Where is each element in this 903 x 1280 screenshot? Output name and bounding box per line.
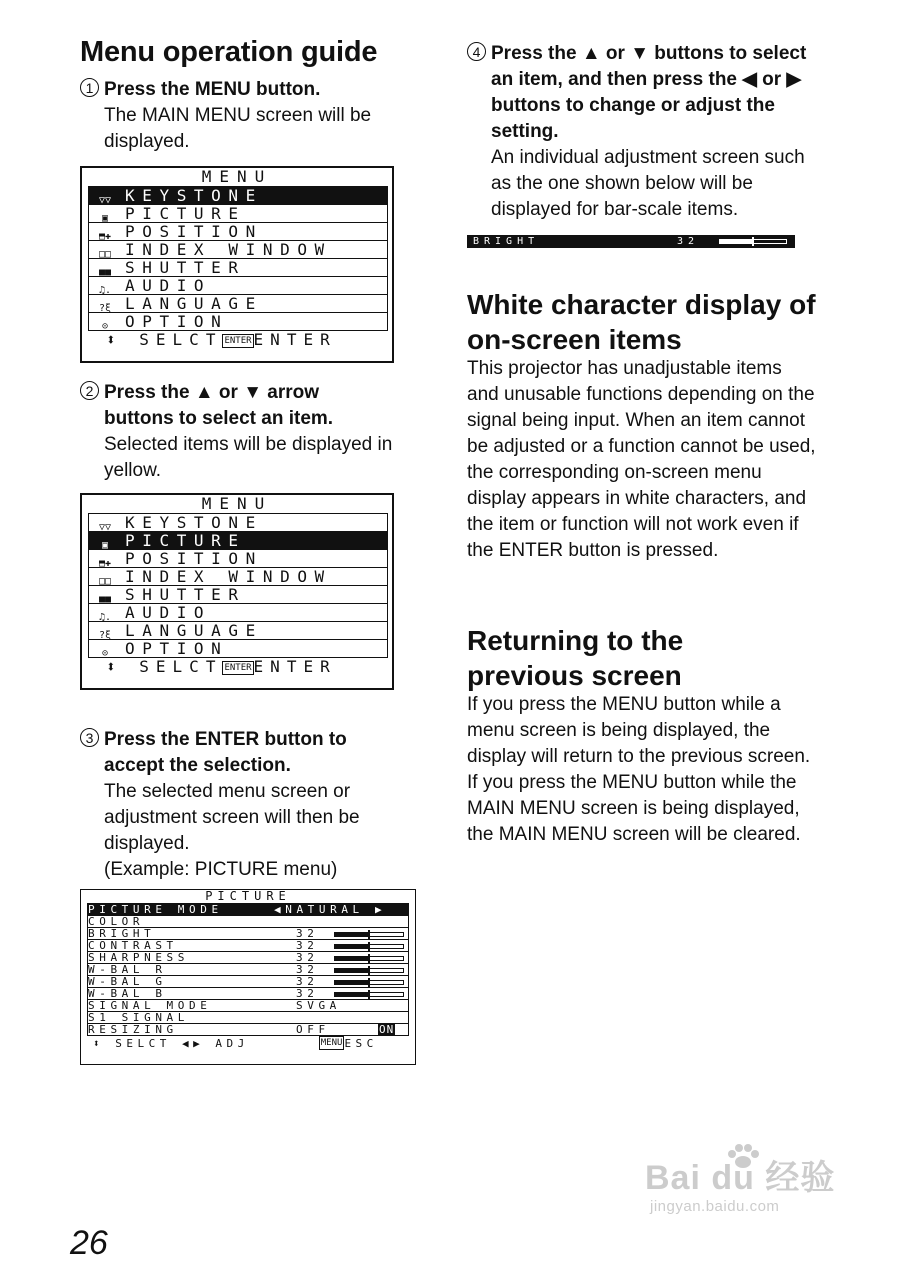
picture-row-value: 32 [296,939,319,952]
option-icon: ⊝ [101,321,109,331]
footer-enter-label: ENTER [253,657,337,676]
menu-title: MENU [201,494,273,513]
step-heading: Press the ENTER button to accept the selection. [104,729,347,776]
resizing-on[interactable]: ON [379,1023,395,1036]
menu-item-label: LANGUAGE [125,294,263,312]
menu-item-position[interactable] [88,222,388,240]
menu-item-keystone[interactable] [88,513,388,531]
menu-item-position[interactable] [88,549,388,567]
language-icon: ?ξ [98,303,112,312]
picture-row-w-bal-r[interactable] [87,963,409,975]
picture-mode-value: ◀NATURAL ▶ [274,903,387,916]
picture-row-level-bar [334,992,404,997]
picture-row-label: BRIGHT [88,927,156,940]
menu-item-label: OPTION [125,312,229,331]
picture-row-value: 32 [296,987,319,1000]
menu-item-label: KEYSTONE [125,513,263,531]
picture-icon: ▣ [101,213,109,222]
menu-item-shutter[interactable] [88,258,388,276]
select-arrows-icon: ⬍ [93,1037,105,1050]
step-heading: Press the ▲ or ▼ buttons to select an item, and then press the ◀ or ▶ buttons to change or adjust the setting. [491,43,807,142]
step-number: 1 [80,78,99,97]
resizing-off[interactable]: OFF [296,1023,330,1036]
picture-row-value: 32 [296,951,319,964]
footer-enter-label: ENTER [253,330,337,349]
picture-row-w-bal-b[interactable] [87,987,409,999]
picture-icon: ▣ [101,540,109,549]
step-heading: Press the ▲ or ▼ arrow buttons to select an item. [104,382,334,429]
watermark-brand: Bai du 经验 [645,1159,836,1197]
bright-label: BRIGHT [473,236,540,247]
menu-item-label: POSITION [125,549,263,567]
menu-item-label: PICTURE [125,531,246,549]
picture-row-contrast[interactable] [87,939,409,951]
menu-item-label: INDEX WINDOW [125,240,332,258]
picture-row-level-bar [334,968,404,973]
page-number: 26 [70,1224,108,1262]
page-title: Menu operation guide [80,36,378,68]
step-body: Selected items will be displayed in yellow. [104,434,393,481]
picture-row-level-bar [334,980,404,985]
main-menu-screen [80,166,394,363]
picture-row-label: W-BAL G [88,975,167,988]
menu-item-index-window[interactable] [88,240,388,258]
picture-row-w-bal-g[interactable] [87,975,409,987]
keystone-icon: ▽▽ [98,522,112,531]
language-icon: ?ξ [98,630,112,639]
menu-item-shutter[interactable] [88,585,388,603]
picture-row-label: SIGNAL MODE [88,999,212,1012]
step-example-note: (Example: PICTURE menu) [104,859,338,880]
step-number: 3 [80,728,99,747]
picture-row-value: 32 [296,927,319,940]
picture-row-s1-signal[interactable] [87,1011,409,1023]
audio-icon: ♫. [98,612,112,621]
menu-item-label: PICTURE [125,204,246,222]
returning-paragraph-1: If you press the MENU button while a menu screen is being displayed, the display will return to the previous screen. [467,694,811,767]
picture-row-label: W-BAL B [88,987,167,1000]
step-number: 4 [467,42,486,61]
menu-item-label: AUDIO [125,603,212,621]
picture-row-label: SHARPNESS [88,951,190,964]
step-1 [85,77,424,155]
footer-esc-label: ESC [344,1037,378,1050]
picture-row-value: 32 [296,975,319,988]
menu-item-label: KEYSTONE [125,186,263,204]
menu-item-label: LANGUAGE [125,621,263,639]
picture-menu-title: PICTURE [205,889,291,903]
menu-item-label: AUDIO [125,276,212,294]
menu-item-picture[interactable] [88,204,388,222]
picture-row-color[interactable] [87,915,409,927]
menu-item-index-window[interactable] [88,567,388,585]
section-heading-returning: Returning to the previous screen [467,625,684,691]
menu-item-label: SHUTTER [125,585,246,603]
step-number: 2 [80,381,99,400]
menu-item-label: INDEX WINDOW [125,567,332,585]
shutter-icon: ■■ [98,594,112,603]
menu-title: MENU [201,167,273,186]
step-2 [85,380,424,484]
menu-item-language[interactable] [88,621,388,639]
picture-row-sharpness[interactable] [87,951,409,963]
keystone-icon: ▽▽ [98,195,112,204]
menu-item-audio[interactable] [88,603,388,621]
picture-mode-row[interactable] [87,903,409,915]
section-text-returning [467,692,812,848]
picture-row-value: 32 [296,963,319,976]
menu-item-audio[interactable] [88,276,388,294]
menu-key-icon: MENU [320,1038,343,1048]
step-4 [472,41,821,223]
audio-icon: ♫. [98,285,112,294]
returning-paragraph-2: If you press the MENU button while the MAIN MENU screen is being displayed, the MAIN MENU screen will be cleared. [467,772,801,845]
footer-adj-label: ◀▶ ADJ [182,1037,249,1050]
bright-value: 32 [677,236,700,247]
main-menu-screen-selected [80,493,394,690]
picture-menu-footer [81,1036,415,1049]
picture-row-bright[interactable] [87,927,409,939]
position-icon: ⬒✚ [98,231,112,240]
picture-row-level-bar [334,932,404,937]
menu-item-label: OPTION [125,639,229,658]
menu-item-option[interactable] [88,639,388,658]
index-window-icon: □□ [98,576,112,585]
picture-row-label: COLOR [88,915,145,928]
step-heading: Press the MENU button. [104,79,321,100]
picture-row-label: S1 SIGNAL [88,1011,190,1024]
picture-row-resizing[interactable] [87,1023,409,1036]
bright-level-bar [719,239,787,244]
step-body: The MAIN MENU screen will be displayed. [104,105,372,152]
shutter-icon: ■■ [98,267,112,276]
step-body: The selected menu screen or adjustment screen will then be displayed. [104,781,360,854]
menu-item-label: SHUTTER [125,258,246,276]
footer-select-label: SELCT [115,1037,171,1050]
enter-key-icon: ENTER [224,663,252,673]
section-heading-white-characters: White character display of on-screen items [467,289,816,355]
picture-mode-label: PICTURE MODE [88,903,223,916]
select-arrows-icon: ⬍ [106,330,123,349]
step-3 [85,727,424,883]
menu-item-option[interactable] [88,312,388,331]
position-icon: ⬒✚ [98,558,112,567]
menu-item-label: POSITION [125,222,263,240]
picture-menu-screen [80,889,416,1065]
resizing-label: RESIZING [88,1023,178,1036]
watermark-url: jingyan.baidu.com [650,1198,780,1215]
footer-select-label: SELCT [139,330,223,349]
step-body: An individual adjustment screen such as the one shown below will be displayed for bar-scale items. [491,147,805,220]
enter-key-icon: ENTER [224,336,252,346]
bright-adjustment-bar [467,235,795,248]
menu-item-picture[interactable] [88,531,388,549]
section-text-white-characters: This projector has unadjustable items and unusable functions depending on the signal being input. When an item cannot be adjusted or a function cannot be used, the corresponding on-screen menu display appears in white characters, and the item or function will not work even if the ENTER button is pressed. [467,358,816,561]
picture-row-level-bar [334,956,404,961]
picture-row-level-bar [334,944,404,949]
index-window-icon: □□ [98,249,112,258]
option-icon: ⊝ [101,648,109,658]
menu-item-keystone[interactable] [88,186,388,204]
select-arrows-icon: ⬍ [106,657,123,676]
picture-row-label: CONTRAST [88,939,178,952]
picture-row-label: W-BAL R [88,963,167,976]
menu-footer [82,658,392,676]
picture-row-signal-mode[interactable] [87,999,409,1011]
menu-footer [82,331,392,349]
picture-row-value: SVGA [296,999,341,1012]
footer-select-label: SELCT [139,657,223,676]
menu-item-language[interactable] [88,294,388,312]
